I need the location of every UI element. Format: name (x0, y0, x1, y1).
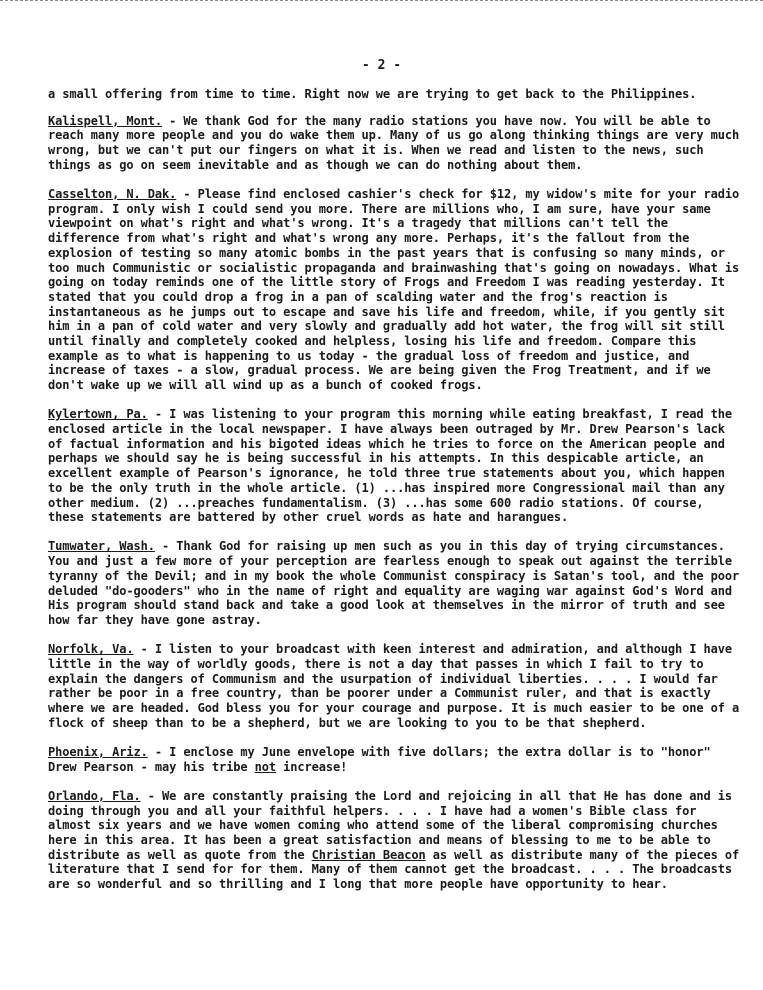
letter-location: Orlando, Fla. (48, 788, 141, 803)
intro-continuation: a small offering from time to time. Right now we are trying to get back to the Philippines. (48, 87, 697, 101)
letter-tumwater (48, 539, 740, 627)
letter-phoenix (48, 745, 740, 774)
letter-location: Tumwater, Wash. (48, 539, 155, 554)
letter-casselton (48, 187, 740, 393)
letter-location: Norfolk, Va. (48, 642, 134, 657)
letter-text: - I was listening to your program this morning while eating breakfast, I read the enclosed article in the local newspaper. I have always been outraged by Mr. Drew Pearson's lack of factual information and his bigoted ideas which he tries to force on the American people and perhaps we should say he is being successful in his attempts. In this despicable article, an excellent example of Pearson's ignorance, he told three true statements about you, which happen to be the only truth in the whole article. (1) ...has inspired more Congressional mail than any other medium. (2) ...preaches fundamentalism. (3) ...has some 600 radio stations. Of course, these statements are battered by other cruel words as hate and harangues. (48, 407, 732, 525)
letter-location: Kalispell, Mont. (48, 113, 162, 128)
letter-kalispell (48, 114, 740, 173)
letter-text: as well as distribute many of the pieces of literature that I send for for them. Many of them cannot get the broadcast. . . . The broadcasts are so wonderful and so thrilling and I long that more people have opportunity to hear. (48, 847, 740, 892)
underlined-word: not (254, 759, 276, 774)
letter-orlando (48, 789, 740, 892)
letter-text: increase! (276, 759, 348, 774)
letter-location: Kylertown, Pa. (48, 407, 148, 422)
letter-text: - Thank God for raising up men such as you in this day of trying circumstances. You and just a few more of your perception are fearless enough to speak out against the terrible tyranny of the Devil; and in my book the whole Communist conspiracy is Satan's tool, and the poor deluded "do-gooders" who in the name of right and equality are waging war against God's Word and His program should stand back and take a good look at themselves in the mirror of truth and see how far they have gone astray. (48, 539, 740, 627)
letter-text: - I enclose my June envelope with five dollars; the extra dollar is to "honor" Drew Pearson - may his tribe (48, 744, 711, 774)
page-number: - 2 - (361, 58, 402, 73)
letter-location: Casselton, N. Dak. (48, 187, 177, 202)
letter-text: - We thank God for the many radio stations you have now. You will be able to reach many more people and you do wake them up. Many of us go along thinking things are very much wrong, but we can't put our fingers on what it is. When we read and listen to the news, such things as go on seem inevitable and as though we can do nothing about them. (48, 113, 740, 172)
letter-excerpts (48, 87, 740, 906)
publication-title: Christian Beacon (311, 847, 426, 862)
letter-norfolk (48, 642, 740, 730)
letter-location: Phoenix, Ariz. (48, 744, 148, 759)
letter-text: - We are constantly praising the Lord and rejoicing in all that He has done and is doing through you and all your faithful helpers. . . . I have had a women's Bible class for almost six years and we have women coming who attend some of the liberal compromising churches here in this area. It has been a great satisfaction and means of blessing to me to be able to distribute as well as quote from the (48, 788, 732, 862)
top-edge-rule (0, 0, 763, 3)
letter-text: - I listen to your broadcast with keen interest and admiration, and although I have little in the way of worldly goods, there is not a day that passes in which I fail to try to explain the dangers of Communism and the usurpation of individual liberties. . . . I would far rather be poor in a free country, than be poorer under a Communist ruler, and that is exactly where we are headed. God bless you for your courage and purpose. It is much easier to be one of a flock of sheep than to be a shepherd, but we are looking to you to be that shepherd. (48, 642, 740, 730)
letter-kylertown (48, 407, 740, 525)
letter-text: - Please find enclosed cashier's check for $12, my widow's mite for your radio program. I only wish I could send you more. There are millions who, I am sure, have your same viewpoint on what's right and what's wrong. It's a tragedy that millions can't tell the difference from what's right and what's wrong any more. Perhaps, it's the fallout from the explosion of testing so many atomic bombs in the past years that is confusing so many minds, or too much Communistic or socialistic propaganda and brainwashing that's going on nowadays. What is going on today reminds one of the little story of Frogs and Freedom I was reading yesterday. It stated that you could drop a frog in a pan of scalding water and the frog's reaction is instantaneous as he jumps out to escape and save his life and freedom, while, if you gently sit him in a pan of cold water and very slowly and gradually add hot water, the frog will sit still until finally and completely cooked and helpless, losing his life and freedom. Compare this example as to what is happening to us today - the gradual loss of freedom and justice, and increase of taxes - a slow, gradual process. We are being given the Frog Treatment, and if we don't wake up we will all wind up as a bunch of cooked frogs. (48, 187, 740, 393)
